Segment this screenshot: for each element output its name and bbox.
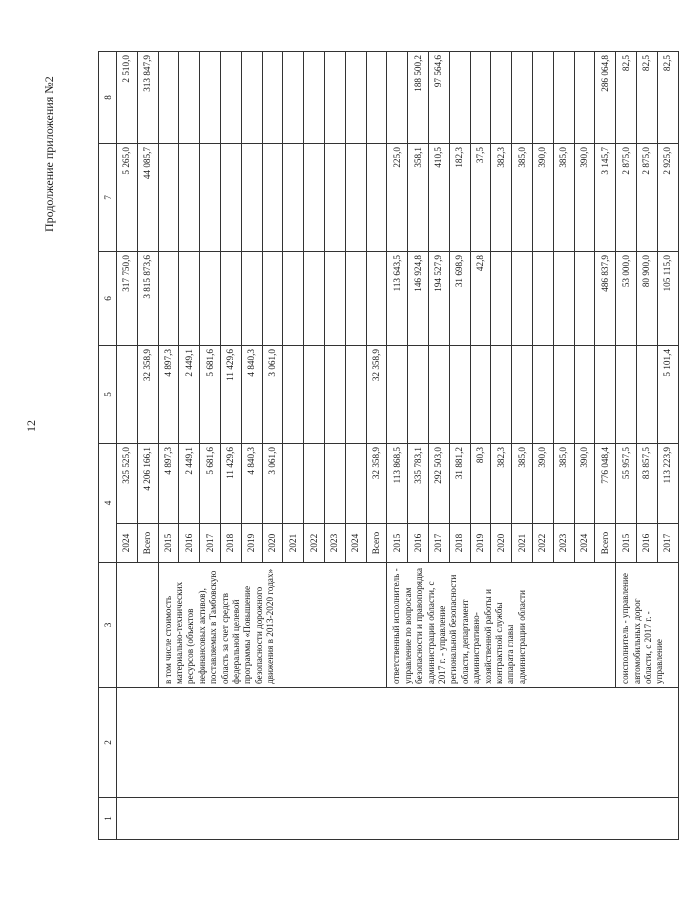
year-cell: 2020 <box>491 524 512 563</box>
federal-budget-value <box>200 252 221 346</box>
other-sources-value <box>449 52 470 144</box>
year-cell: 2021 <box>283 524 304 563</box>
column-header-2: 2 <box>99 688 117 798</box>
year-cell: 2021 <box>512 524 533 563</box>
other-sources-value <box>241 52 262 144</box>
regional-budget-value: 410,5 <box>428 144 449 252</box>
regional-budget-value: 37,5 <box>470 144 491 252</box>
regional-budget-value: 385,0 <box>512 144 533 252</box>
total-value: 4 840,3 <box>241 444 262 524</box>
regional-budget-value <box>324 144 345 252</box>
other-sources-value <box>283 52 304 144</box>
federal-budget-value: 31 698,9 <box>449 252 470 346</box>
regional-budget-value <box>304 144 325 252</box>
year-cell: 2016 <box>179 524 200 563</box>
row-description: ответственный исполнитель - управление по вопросам безопасности и правопорядка администрации области, с 2017 г. - управление региональной безопасности области, департамент административно-хозяйственной работы и контрактной службы аппарата главы администрации области <box>387 563 616 688</box>
year-cell: 2015 <box>616 524 637 563</box>
total-value: 32 358,9 <box>366 444 387 524</box>
regional-budget-value <box>345 144 366 252</box>
column-header-5: 5 <box>99 346 117 444</box>
regional-budget-value: 385,0 <box>553 144 574 252</box>
other-sources-value <box>512 52 533 144</box>
total-value: 113 868,5 <box>387 444 408 524</box>
federal-program-value: 4 840,3 <box>241 346 262 444</box>
total-value: 385,0 <box>553 444 574 524</box>
federal-program-value <box>574 346 595 444</box>
total-value: 390,0 <box>574 444 595 524</box>
regional-budget-value: 5 265,0 <box>117 144 138 252</box>
column-header-3: 3 <box>99 563 117 688</box>
federal-program-value <box>532 346 553 444</box>
other-sources-value: 82,5 <box>616 52 637 144</box>
federal-program-value <box>304 346 325 444</box>
year-cell: 2024 <box>574 524 595 563</box>
total-value: 4 206 166,1 <box>137 444 158 524</box>
other-sources-value: 286 064,8 <box>595 52 616 144</box>
regional-budget-value: 390,0 <box>532 144 553 252</box>
federal-budget-value: 42,8 <box>470 252 491 346</box>
federal-budget-value <box>324 252 345 346</box>
other-sources-value <box>532 52 553 144</box>
federal-budget-value <box>158 252 179 346</box>
regional-budget-value <box>366 144 387 252</box>
federal-program-value: 11 429,6 <box>220 346 241 444</box>
year-cell: 2016 <box>408 524 429 563</box>
federal-budget-value <box>491 252 512 346</box>
regional-budget-value: 358,1 <box>408 144 429 252</box>
year-cell: 2024 <box>345 524 366 563</box>
federal-program-value <box>428 346 449 444</box>
federal-budget-value <box>512 252 533 346</box>
other-sources-value <box>574 52 595 144</box>
row-description: соисполнитель - управление автомобильных дорог области, с 2017 г. - управление <box>616 563 678 688</box>
federal-program-value: 2 449,1 <box>179 346 200 444</box>
federal-program-value <box>283 346 304 444</box>
federal-program-value: 32 358,9 <box>366 346 387 444</box>
total-value: 83 857,5 <box>636 444 657 524</box>
column-1-cell <box>117 798 679 840</box>
year-cell: Всего <box>137 524 158 563</box>
federal-budget-value: 317 750,0 <box>117 252 138 346</box>
year-cell: 2018 <box>220 524 241 563</box>
column-header-8: 8 <box>99 52 117 144</box>
federal-budget-value <box>179 252 200 346</box>
year-cell: 2017 <box>657 524 678 563</box>
federal-program-value: 3 061,0 <box>262 346 283 444</box>
federal-program-value <box>553 346 574 444</box>
other-sources-value: 82,5 <box>657 52 678 144</box>
year-cell: 2015 <box>158 524 179 563</box>
federal-budget-value <box>220 252 241 346</box>
federal-program-value: 5 101,4 <box>657 346 678 444</box>
federal-budget-value <box>553 252 574 346</box>
total-value: 31 881,2 <box>449 444 470 524</box>
other-sources-value <box>491 52 512 144</box>
table-header-row <box>99 52 117 840</box>
row-description <box>117 563 159 688</box>
other-sources-value <box>366 52 387 144</box>
federal-budget-value: 146 924,8 <box>408 252 429 346</box>
total-value: 382,3 <box>491 444 512 524</box>
appendix-title: Продолжение приложения №2 <box>42 76 56 232</box>
year-cell: 2024 <box>117 524 138 563</box>
regional-budget-value: 182,3 <box>449 144 470 252</box>
federal-program-value <box>636 346 657 444</box>
column-2-cell <box>117 688 679 798</box>
other-sources-value <box>262 52 283 144</box>
year-cell: 2018 <box>449 524 470 563</box>
regional-budget-value: 2 925,0 <box>657 144 678 252</box>
federal-budget-value: 486 837,9 <box>595 252 616 346</box>
federal-program-value <box>117 346 138 444</box>
federal-program-value: 5 681,6 <box>200 346 221 444</box>
regional-budget-value <box>158 144 179 252</box>
federal-budget-value <box>532 252 553 346</box>
other-sources-value <box>179 52 200 144</box>
other-sources-value <box>470 52 491 144</box>
federal-budget-value <box>345 252 366 346</box>
regional-budget-value <box>200 144 221 252</box>
year-cell: 2023 <box>324 524 345 563</box>
total-value: 325 525,0 <box>117 444 138 524</box>
other-sources-value: 82,5 <box>636 52 657 144</box>
other-sources-value: 97 564,6 <box>428 52 449 144</box>
year-cell: 2023 <box>553 524 574 563</box>
page-number: 12 <box>24 420 38 432</box>
other-sources-value <box>345 52 366 144</box>
year-cell: 2019 <box>470 524 491 563</box>
year-cell: Всего <box>595 524 616 563</box>
federal-budget-value: 105 115,0 <box>657 252 678 346</box>
column-header-1: 1 <box>99 798 117 840</box>
federal-budget-value <box>366 252 387 346</box>
total-value: 80,3 <box>470 444 491 524</box>
year-cell: 2022 <box>532 524 553 563</box>
federal-program-value: 32 358,9 <box>137 346 158 444</box>
federal-program-value <box>408 346 429 444</box>
federal-program-value <box>512 346 533 444</box>
regional-budget-value: 2 875,0 <box>636 144 657 252</box>
other-sources-value: 313 847,9 <box>137 52 158 144</box>
regional-budget-value <box>262 144 283 252</box>
regional-budget-value: 382,3 <box>491 144 512 252</box>
other-sources-value: 2 510,0 <box>117 52 138 144</box>
regional-budget-value <box>241 144 262 252</box>
federal-program-value <box>491 346 512 444</box>
other-sources-value <box>553 52 574 144</box>
federal-program-value <box>387 346 408 444</box>
federal-budget-value <box>241 252 262 346</box>
budget-table <box>98 51 679 840</box>
federal-budget-value: 80 900,0 <box>636 252 657 346</box>
year-cell: 2022 <box>304 524 325 563</box>
federal-program-value <box>449 346 470 444</box>
regional-budget-value: 2 875,0 <box>616 144 637 252</box>
federal-budget-value: 3 815 873,6 <box>137 252 158 346</box>
total-value: 335 783,1 <box>408 444 429 524</box>
federal-program-value <box>345 346 366 444</box>
federal-program-value <box>324 346 345 444</box>
total-value: 2 449,1 <box>179 444 200 524</box>
total-value: 11 429,6 <box>220 444 241 524</box>
total-value <box>345 444 366 524</box>
federal-budget-value: 194 527,9 <box>428 252 449 346</box>
total-value: 390,0 <box>532 444 553 524</box>
federal-budget-value <box>262 252 283 346</box>
table-row <box>117 52 138 840</box>
total-value: 4 897,3 <box>158 444 179 524</box>
federal-budget-value <box>574 252 595 346</box>
total-value: 3 061,0 <box>262 444 283 524</box>
total-value: 292 503,0 <box>428 444 449 524</box>
federal-budget-value: 113 643,5 <box>387 252 408 346</box>
federal-program-value: 4 897,3 <box>158 346 179 444</box>
column-header-7: 7 <box>99 144 117 252</box>
year-cell: 2017 <box>200 524 221 563</box>
regional-budget-value <box>179 144 200 252</box>
federal-budget-value: 53 000,0 <box>616 252 637 346</box>
total-value: 776 048,4 <box>595 444 616 524</box>
total-value: 113 223,9 <box>657 444 678 524</box>
regional-budget-value: 3 145,7 <box>595 144 616 252</box>
total-value <box>324 444 345 524</box>
year-cell: 2020 <box>262 524 283 563</box>
regional-budget-value <box>283 144 304 252</box>
regional-budget-value: 225,0 <box>387 144 408 252</box>
total-value: 55 957,5 <box>616 444 637 524</box>
regional-budget-value <box>220 144 241 252</box>
regional-budget-value: 390,0 <box>574 144 595 252</box>
year-cell: 2019 <box>241 524 262 563</box>
total-value: 5 681,6 <box>200 444 221 524</box>
total-value <box>304 444 325 524</box>
other-sources-value: 188 500,2 <box>408 52 429 144</box>
year-cell: Всего <box>366 524 387 563</box>
other-sources-value <box>324 52 345 144</box>
year-cell: 2017 <box>428 524 449 563</box>
column-header-6: 6 <box>99 252 117 346</box>
federal-budget-value <box>283 252 304 346</box>
other-sources-value <box>304 52 325 144</box>
other-sources-value <box>158 52 179 144</box>
federal-program-value <box>616 346 637 444</box>
total-value: 385,0 <box>512 444 533 524</box>
year-cell: 2016 <box>636 524 657 563</box>
other-sources-value <box>200 52 221 144</box>
federal-program-value <box>595 346 616 444</box>
column-header-4: 4 <box>99 444 117 563</box>
rotated-table-container <box>98 52 673 840</box>
year-cell: 2015 <box>387 524 408 563</box>
other-sources-value <box>220 52 241 144</box>
regional-budget-value: 44 085,7 <box>137 144 158 252</box>
other-sources-value <box>387 52 408 144</box>
federal-budget-value <box>304 252 325 346</box>
row-description: в том числе стоимость материально-технических ресурсов (объектов нефинансовых активов), поставляемых в Тамбовскую область за счет средств федеральной целевой программы «Повышение безопасности дорожного движения в 2013-2020 годах» <box>158 563 387 688</box>
total-value <box>283 444 304 524</box>
federal-program-value <box>470 346 491 444</box>
